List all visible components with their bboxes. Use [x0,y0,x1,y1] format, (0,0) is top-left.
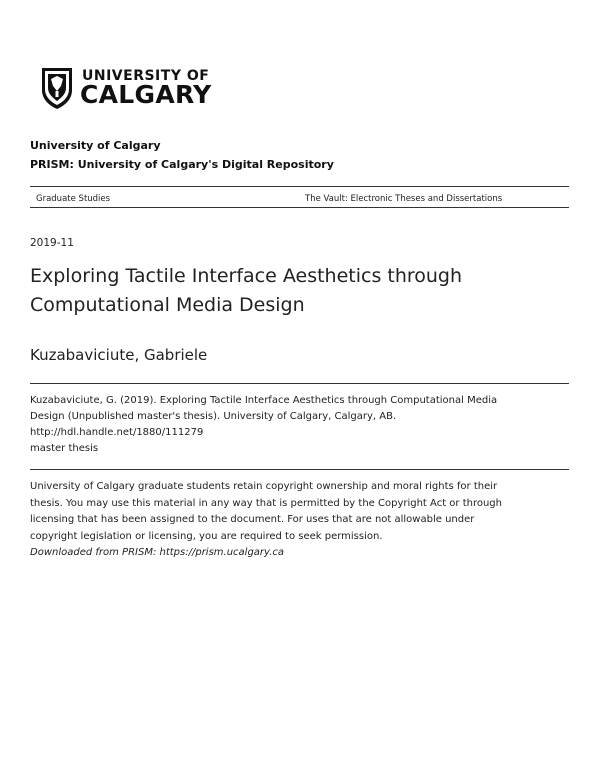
author-name: Kuzabaviciute, Gabriele [30,346,208,364]
citation-line: Kuzabaviciute, G. (2019). Exploring Tactile Interface Aesthetics through Computational Media [30,395,498,406]
handle-link[interactable]: http://hdl.handle.net/1880/111279 [30,427,204,438]
divider [30,186,569,187]
citation-block [30,393,550,457]
university-logo [40,66,210,116]
logo-university-of: UNIVERSITY OF [82,68,210,84]
institution-name: University of Calgary [30,139,161,152]
document-type: master thesis [30,443,99,454]
rights-statement [30,479,570,562]
title-line: Exploring Tactile Interface Aesthetics through [30,265,463,287]
logo-calgary: CALGARY [80,80,212,109]
rights-line: licensing that has been assigned to the document. For uses that are not allowable under [30,514,475,525]
divider [30,469,569,470]
divider [30,207,569,208]
divider [30,383,569,384]
thesis-title [30,262,570,320]
repository-name: PRISM: University of Calgary's Digital Repository [30,158,334,171]
rights-line: University of Calgary graduate students retain copyright ownership and moral rights for their [30,481,498,492]
collection-name: The Vault: Electronic Theses and Dissertations [305,194,503,204]
rights-line: copyright legislation or licensing, you are required to seek permission. [30,530,383,542]
collection-community: Graduate Studies [36,194,111,204]
crest-icon [40,66,74,110]
download-source: Downloaded from PRISM: https://prism.ucalgary.ca [30,547,284,558]
title-line: Computational Media Design [30,294,305,316]
publication-date: 2019-11 [30,237,74,249]
rights-line: thesis. You may use this material in any way that is permitted by the Copyright Act or through [30,497,502,509]
citation-line: Design (Unpublished master's thesis). University of Calgary, Calgary, AB. [30,411,397,422]
